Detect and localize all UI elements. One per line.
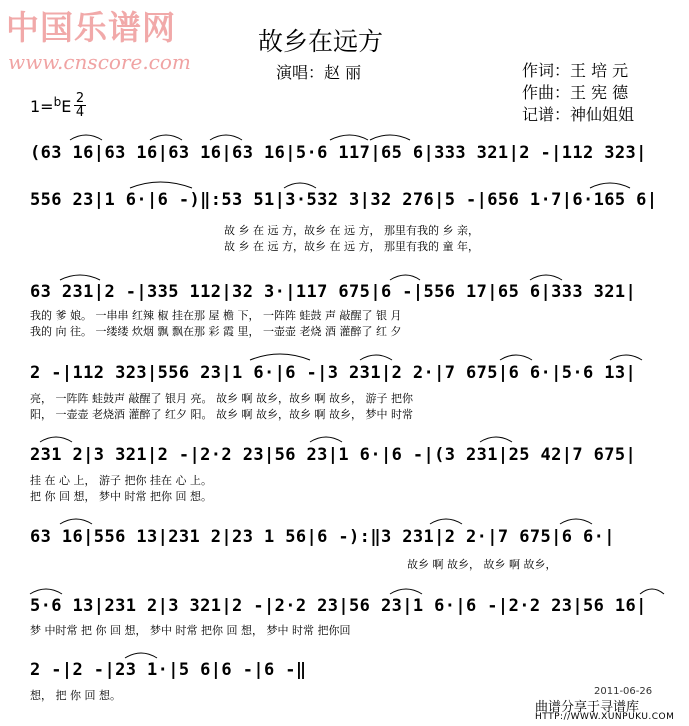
- watermark-url: www.cnscore.com: [8, 50, 191, 74]
- slur-mark: [60, 275, 100, 280]
- slur-mark: [640, 589, 664, 594]
- lyric-line-5-verse-1: 挂 在 心 上， 游子 把你 挂在 心 上。: [30, 474, 212, 487]
- score-line-8: 2 -|2 -|23 1·|5 6|6 -|6 -‖: [30, 660, 307, 680]
- slur-mark: [284, 183, 316, 188]
- score-line-5: 231 2|3 321|2 -|2·2 23|56 23|1 6·|6 -|(3 231|25 42|7 675|: [30, 445, 637, 465]
- lyric-line-2-verse-2: 故 乡 在 远 方，故乡 在 远 方， 那里有我的 童 年，: [224, 240, 479, 253]
- score-line-4: 2 -|112 323|556 23|1 6·|6 -|3 231|2 2·|7 675|6 6·|5·6 13|: [30, 363, 637, 383]
- slur-mark: [330, 135, 368, 140]
- score-line-2: 556 23|1 6·|6 -)‖:53 51|3·532 3|32 276|5 -|656 1·7|6·165 6|: [30, 190, 658, 210]
- slur-mark: [210, 135, 242, 140]
- key-letter: E: [61, 97, 72, 116]
- flat-symbol: b: [53, 95, 62, 109]
- slur-mark: [60, 519, 92, 524]
- score-line-1: (63 16|63 16|63 16|63 16|5·6 117|65 6|333 321|2 -|112 323|: [30, 143, 647, 163]
- slur-mark: [390, 275, 420, 280]
- slur-mark: [310, 437, 342, 442]
- lyric-line-4-verse-2: 阳， 一壶壶 老烧酒 灌醉了 红夕 阳。 故乡 啊 故乡，故乡 啊 故乡， 梦中 时常: [30, 408, 413, 421]
- slur-mark: [480, 437, 512, 442]
- lyric-line-8: 想， 把 你 回 想。: [30, 689, 121, 702]
- lyric-line-5-verse-2: 把 你 回 想， 梦中 时常 把你 回 想。: [30, 490, 212, 503]
- share-caption: 曲谱分享于寻谱库: [535, 700, 640, 715]
- song-title: 故乡在远方: [258, 27, 384, 56]
- slur-mark: [530, 275, 562, 280]
- slur-mark: [30, 589, 62, 594]
- site-url-link[interactable]: HTTP://WWW.XUNPUKU.COM: [535, 712, 675, 722]
- slur-mark: [70, 135, 102, 140]
- composer-credit: 作曲：王 宪 德: [522, 83, 629, 102]
- tie-mark: [130, 182, 192, 188]
- transcriber-credit: 记谱：神仙姐姐: [522, 105, 635, 124]
- score-line-3: 63 231|2 -|335 112|32 3·|117 675|6 -|556 17|65 6|333 321|: [30, 282, 637, 302]
- score-line-6: 63 16|556 13|231 2|23 1 56|6 -):‖3 231|2 2·|7 675|6 6·|: [30, 527, 615, 547]
- slur-mark: [560, 519, 592, 524]
- lyric-line-6: 故乡 啊 故乡， 故乡 啊 故乡，: [407, 558, 557, 571]
- watermark-logo-text: 中国乐谱网: [6, 8, 176, 47]
- time-signature-unit: 4: [75, 105, 85, 120]
- slur-mark: [500, 355, 532, 360]
- time-signature-beats: 2: [75, 91, 85, 106]
- slur-mark: [390, 589, 422, 594]
- slur-mark: [360, 355, 392, 360]
- lyric-line-3-verse-1: 我的 爹 娘。 一串串 红辣 椒 挂在那 屋 檐 下， 一阵阵 蛙鼓 声 敲醒了 银 月: [30, 309, 402, 322]
- tie-mark: [250, 354, 310, 360]
- slur-mark: [610, 355, 642, 360]
- score-line-7: 5·6 13|231 2|3 321|2 -|2·2 23|56 23|1 6·|6 -|2·2 23|56 16|: [30, 596, 647, 616]
- lyric-line-2-verse-1: 故 乡 在 远 方，故乡 在 远 方， 那里有我的 乡 亲，: [224, 224, 479, 237]
- lyricist-credit: 作词：王 培 元: [522, 61, 629, 80]
- slur-mark: [370, 135, 410, 140]
- slur-mark: [590, 183, 630, 188]
- lyric-line-7: 梦 中时常 把 你 回 想， 梦中 时常 把你 回 想， 梦中 时常 把你回: [30, 624, 351, 637]
- singer-credit: 演唱：赵 丽: [276, 63, 362, 82]
- slur-mark: [125, 653, 157, 658]
- transcription-date: 2011-06-26: [594, 686, 653, 697]
- slur-mark: [430, 519, 462, 524]
- lyric-line-4-verse-1: 亮， 一阵阵 蛙鼓声 敲醒了 银月 亮。 故乡 啊 故乡，故乡 啊 故乡， 游子 把你: [30, 392, 413, 405]
- slur-mark: [40, 437, 72, 442]
- key-prefix: 1=: [30, 97, 54, 116]
- lyric-line-3-verse-2: 我的 向 往。 一缕缕 炊烟 飘 飘在那 彩 霞 里， 一壶壶 老烧 酒 灌醉了 红 夕: [30, 325, 402, 338]
- slur-mark: [150, 135, 182, 140]
